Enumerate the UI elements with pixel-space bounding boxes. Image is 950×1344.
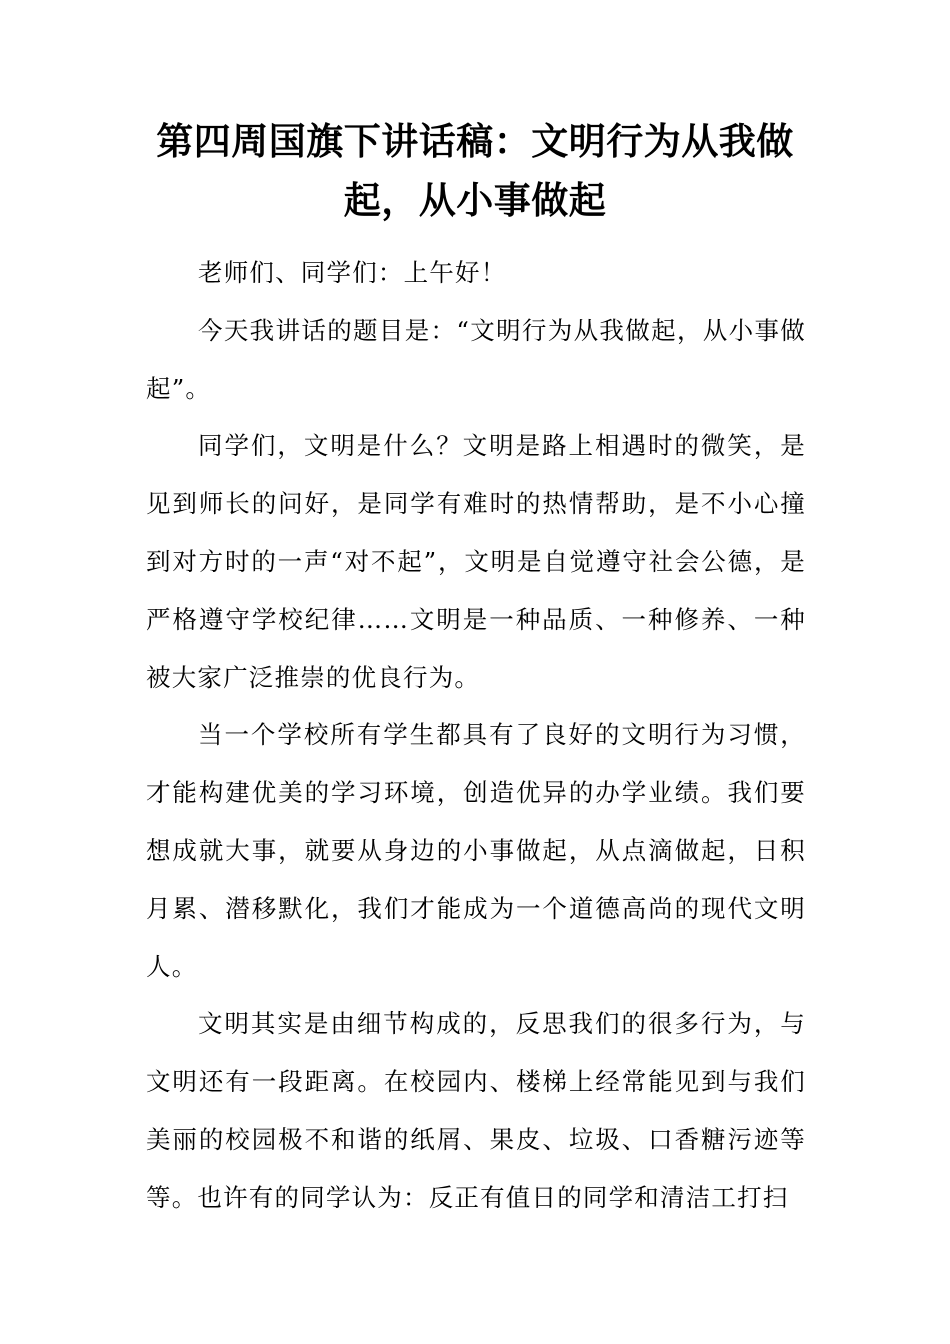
paragraph-greeting: 老师们、同学们：上午好！ <box>198 258 507 287</box>
document-body <box>146 244 806 1227</box>
document-title: 第四周国旗下讲话稿：文明行为从我做起，从小事做起 <box>156 120 794 222</box>
paragraph-what-is-civility: 同学们，文明是什么？文明是路上相遇时的微笑，是见到师长的问好，是同学有难时的热情帮助，是不小心撞到对方时的一声“对不起”，文明是自觉遵守社会公德，是严格遵守学校纪律……文明是一种品质、一种修养、一种被大家广泛推崇的优良行为。 <box>146 431 806 692</box>
paragraph-details: 文明其实是由细节构成的，反思我们的很多行为，与文明还有一段距离。在校园内、楼梯上经常能见到与我们美丽的校园极不和谐的纸屑、果皮、垃圾、口香糖污迹等等。也许有的同学认为：反正有值日的同学和清洁工打扫 <box>146 1009 806 1212</box>
paragraph-topic: 今天我讲话的题目是：“文明行为从我做起，从小事做起”。 <box>146 315 806 403</box>
paragraph-school-habits: 当一个学校所有学生都具有了良好的文明行为习惯，才能构建优美的学习环境，创造优异的办学业绩。我们要想成就大事，就要从身边的小事做起，从点滴做起，日积月累、潜移默化，我们才能成为一个道德高尚的现代文明人。 <box>146 720 806 981</box>
